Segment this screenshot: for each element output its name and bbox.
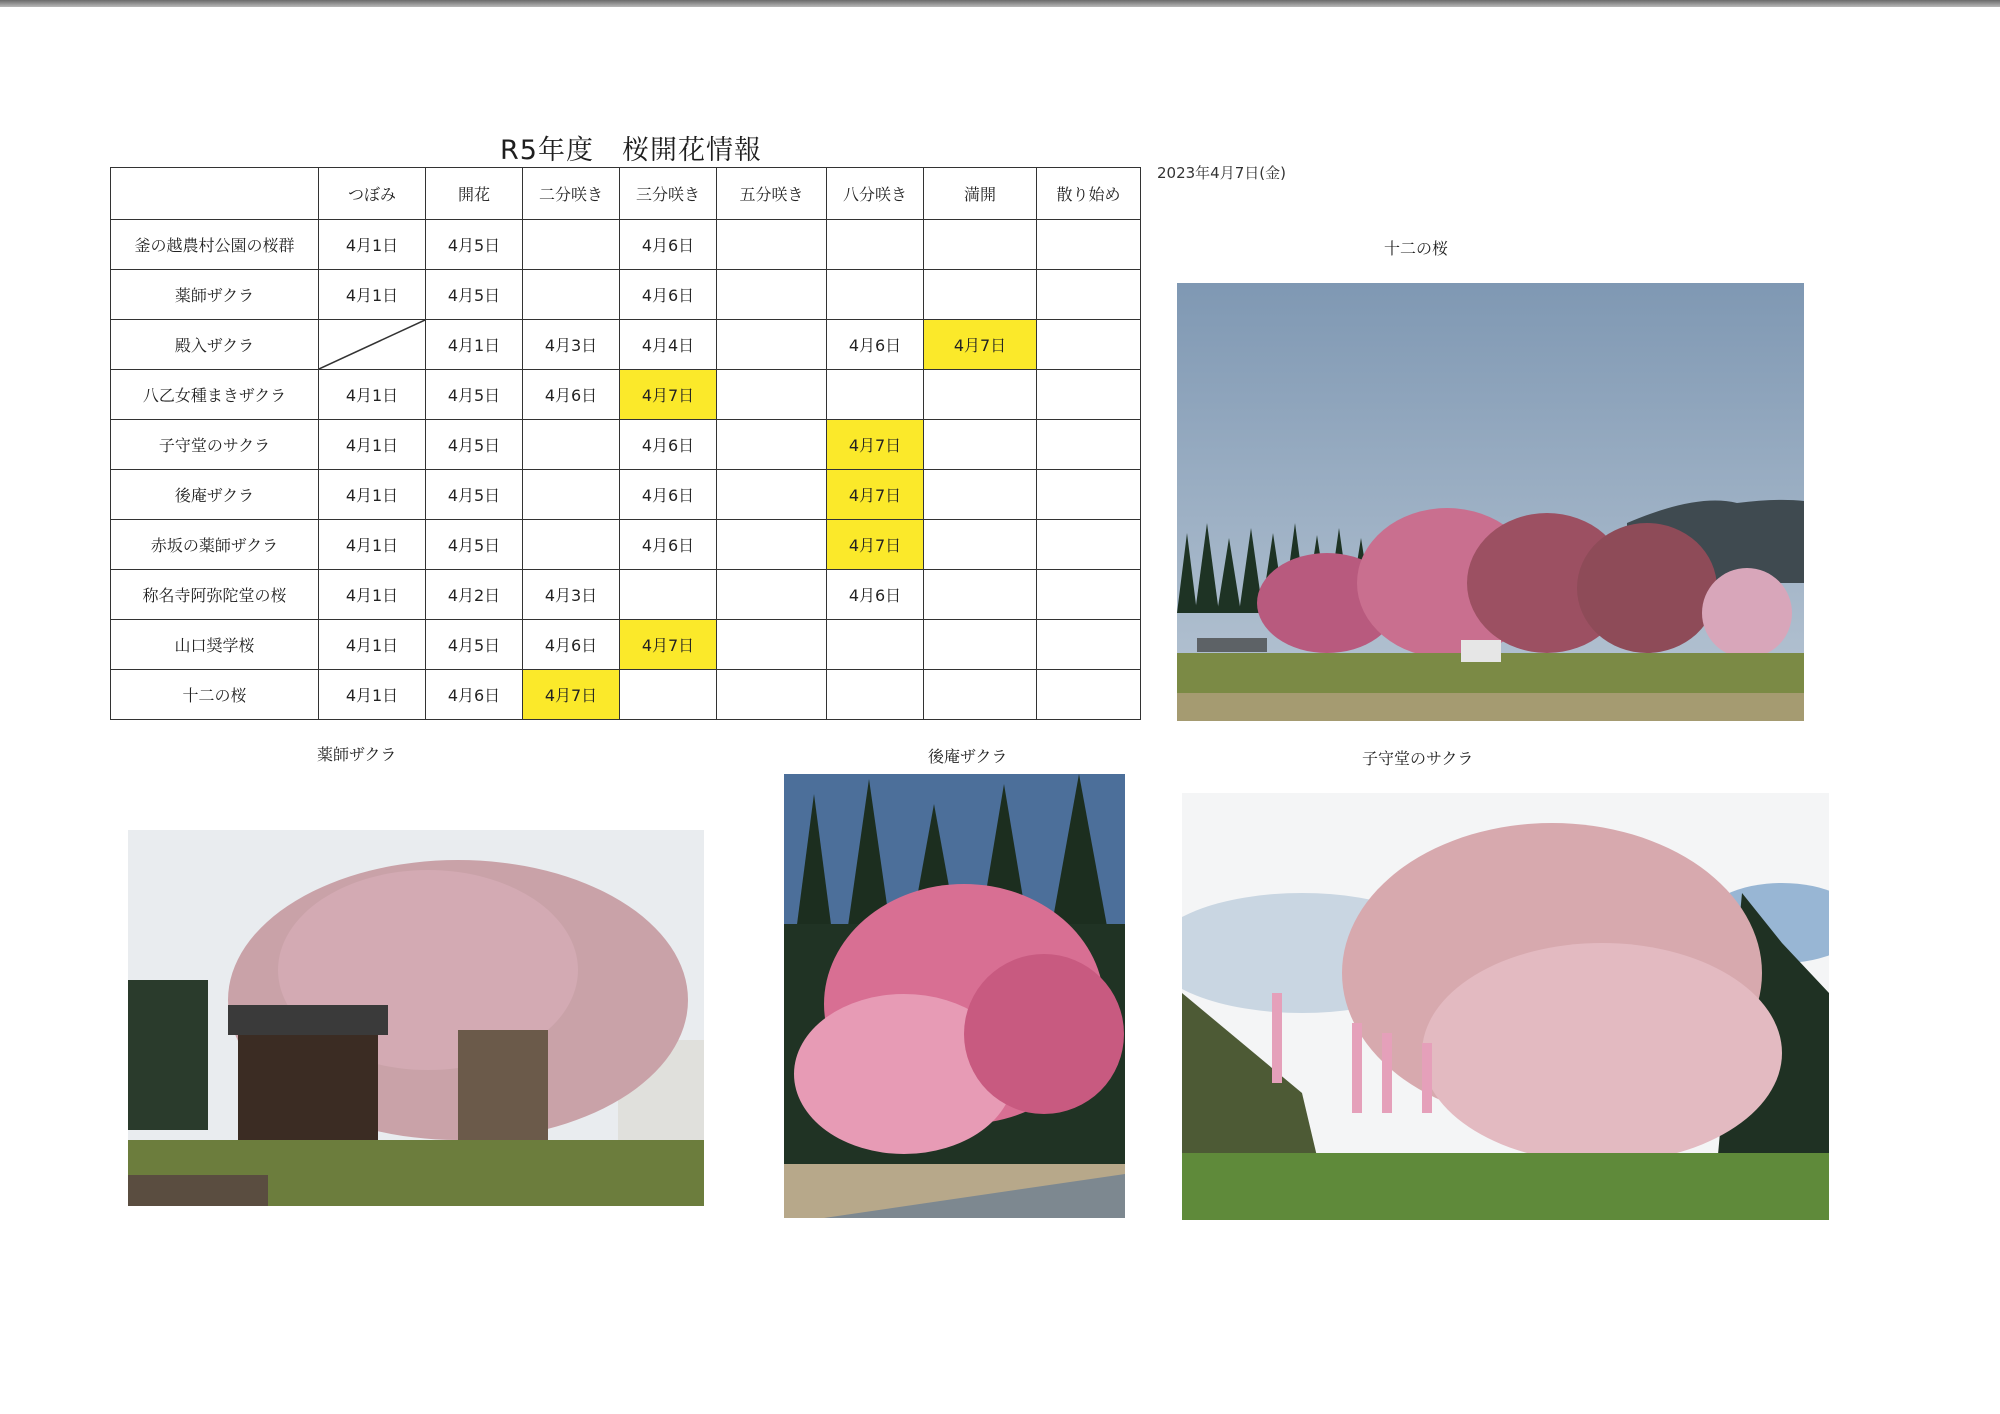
table-row: [111, 370, 1141, 420]
tree-name-cell: 後庵ザクラ: [111, 470, 319, 520]
date-cell: 4月1日: [319, 270, 426, 320]
date-cell: 4月4日: [620, 320, 717, 370]
date-cell: 4月3日: [523, 320, 620, 370]
table-row: [111, 670, 1141, 720]
date-cell: 4月6日: [620, 420, 717, 470]
date-cell: 4月6日: [426, 670, 523, 720]
date-cell: [523, 420, 620, 470]
table-row: [111, 520, 1141, 570]
date-cell: [523, 520, 620, 570]
date-cell: [523, 470, 620, 520]
date-cell: [924, 420, 1037, 470]
table-row: [111, 570, 1141, 620]
date-cell: 4月2日: [426, 570, 523, 620]
date-cell: 4月1日: [319, 620, 426, 670]
date-cell: [827, 370, 924, 420]
tree-name-cell: 子守堂のサクラ: [111, 420, 319, 470]
date-cell: [827, 670, 924, 720]
date-cell: [717, 620, 827, 670]
date-cell: [1037, 520, 1141, 570]
date-cell: 4月7日: [620, 620, 717, 670]
header-30pct: 三分咲き: [620, 168, 717, 220]
header-blank: [111, 168, 319, 220]
date-cell: 4月5日: [426, 520, 523, 570]
date-cell: 4月7日: [827, 520, 924, 570]
diagonal-slash: [319, 320, 425, 369]
date-cell: [827, 620, 924, 670]
date-cell: [717, 220, 827, 270]
date-cell: [924, 670, 1037, 720]
scan-top-edge: [0, 0, 2000, 7]
date-cell: 4月1日: [319, 420, 426, 470]
photo-yakushi-zakura: [128, 830, 704, 1206]
header-50pct: 五分咲き: [717, 168, 827, 220]
date-cell: [717, 370, 827, 420]
date-cell: 4月6日: [827, 320, 924, 370]
header-bud: つぼみ: [319, 168, 426, 220]
tree-name-cell: 八乙女種まきザクラ: [111, 370, 319, 420]
tree-name-cell: 十二の桜: [111, 670, 319, 720]
photo-juni-sakura: [1177, 283, 1804, 721]
date-cell: [1037, 620, 1141, 670]
tree-name-cell: 赤坂の薬師ザクラ: [111, 520, 319, 570]
header-falling: 散り始め: [1037, 168, 1141, 220]
caption-komori: 子守堂のサクラ: [1362, 749, 1474, 768]
date-cell: 4月7日: [523, 670, 620, 720]
table-row: [111, 270, 1141, 320]
photo-komori-sakura: [1182, 793, 1829, 1220]
date-cell: [1037, 420, 1141, 470]
date-cell: [620, 570, 717, 620]
date-cell: [924, 470, 1037, 520]
tree-name-cell: 殿入ザクラ: [111, 320, 319, 370]
date-cell: 4月1日: [426, 320, 523, 370]
caption-juni: 十二の桜: [1384, 239, 1449, 258]
date-cell: 4月6日: [523, 370, 620, 420]
date-cell: [717, 470, 827, 520]
date-cell: 4月1日: [319, 470, 426, 520]
date-cell: 4月5日: [426, 220, 523, 270]
date-cell: [717, 270, 827, 320]
table-row: [111, 470, 1141, 520]
date-cell: 4月5日: [426, 420, 523, 470]
date-cell: [1037, 270, 1141, 320]
date-cell: 4月6日: [620, 470, 717, 520]
table-row: [111, 620, 1141, 670]
tree-name-cell: 山口奨学桜: [111, 620, 319, 670]
date-cell: 4月5日: [426, 620, 523, 670]
not-applicable-cell: [319, 320, 426, 370]
date-cell: [924, 270, 1037, 320]
date-cell: 4月6日: [620, 220, 717, 270]
date-cell: 4月6日: [523, 620, 620, 670]
table-row: [111, 320, 1141, 370]
date-cell: 4月1日: [319, 570, 426, 620]
header-open: 開花: [426, 168, 523, 220]
date-cell: 4月5日: [426, 470, 523, 520]
date-cell: [717, 320, 827, 370]
date-cell: [1037, 370, 1141, 420]
date-cell: [1037, 570, 1141, 620]
date-cell: [717, 570, 827, 620]
date-cell: 4月6日: [827, 570, 924, 620]
date-cell: [1037, 470, 1141, 520]
date-cell: [924, 520, 1037, 570]
table-row: [111, 420, 1141, 470]
bloom-status-table: [110, 167, 1141, 720]
date-cell: [924, 620, 1037, 670]
date-cell: 4月7日: [827, 420, 924, 470]
header-80pct: 八分咲き: [827, 168, 924, 220]
date-cell: 4月5日: [426, 370, 523, 420]
tree-name-cell: 称名寺阿弥陀堂の桜: [111, 570, 319, 620]
caption-yakushi: 薬師ザクラ: [317, 745, 397, 764]
date-cell: [717, 420, 827, 470]
page-title: R5年度 桜開花情報: [500, 135, 762, 166]
date-cell: 4月7日: [924, 320, 1037, 370]
date-cell: 4月1日: [319, 220, 426, 270]
date-cell: 4月7日: [827, 470, 924, 520]
photo-goan-zakura: [784, 774, 1125, 1218]
date-cell: 4月1日: [319, 670, 426, 720]
date-cell: 4月5日: [426, 270, 523, 320]
date-cell: [717, 670, 827, 720]
date-cell: [1037, 220, 1141, 270]
date-cell: [924, 370, 1037, 420]
date-cell: [1037, 670, 1141, 720]
date-cell: [1037, 320, 1141, 370]
table-row: [111, 220, 1141, 270]
date-cell: 4月6日: [620, 520, 717, 570]
caption-goan: 後庵ザクラ: [928, 747, 1008, 766]
date-cell: [827, 270, 924, 320]
header-20pct: 二分咲き: [523, 168, 620, 220]
date-cell: [523, 220, 620, 270]
date-cell: 4月3日: [523, 570, 620, 620]
date-cell: [924, 570, 1037, 620]
header-full-bloom: 満開: [924, 168, 1037, 220]
date-cell: [620, 670, 717, 720]
tree-name-cell: 薬師ザクラ: [111, 270, 319, 320]
table-header-row: [111, 168, 1141, 220]
date-cell: [523, 270, 620, 320]
date-cell: [717, 520, 827, 570]
report-date: 2023年4月7日(金): [1157, 164, 1286, 182]
tree-name-cell: 釜の越農村公園の桜群: [111, 220, 319, 270]
date-cell: [827, 220, 924, 270]
date-cell: 4月1日: [319, 370, 426, 420]
date-cell: 4月6日: [620, 270, 717, 320]
date-cell: [924, 220, 1037, 270]
date-cell: 4月7日: [620, 370, 717, 420]
date-cell: 4月1日: [319, 520, 426, 570]
